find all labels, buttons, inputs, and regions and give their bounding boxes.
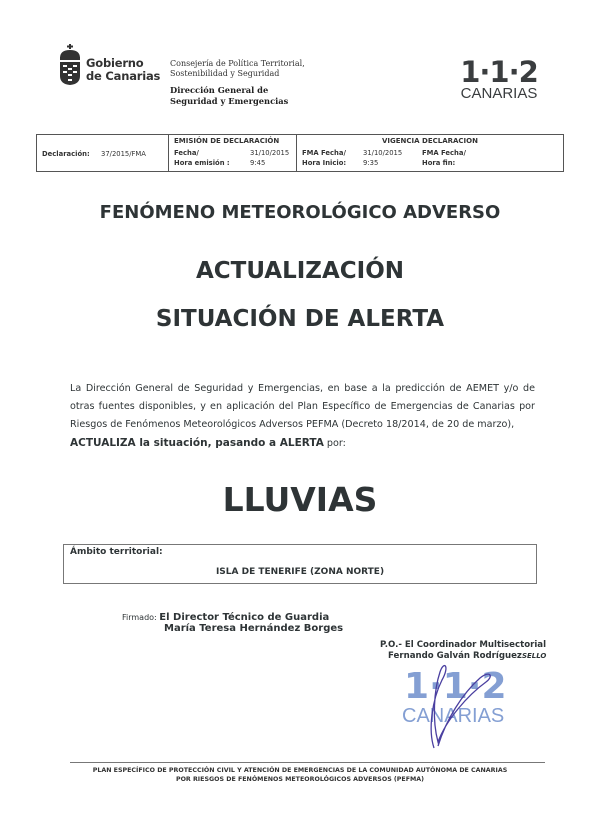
official-stamp bbox=[398, 660, 518, 750]
signature-block-2 bbox=[380, 640, 546, 662]
paragraph-text: La Dirección General de Seguridad y Emergencias, en base a la predicción de AEMET y/o de otras fuentes disponibles, y en aplicación del Plan Específico de Emergencias de Canarias por Riesgos de Fenómenos Meteorológicos Adversos PEFMA (Decreto 18/2014, de 20 de marzo), bbox=[70, 383, 535, 430]
signer2-name: Fernando Galván Rodríguez bbox=[388, 651, 522, 661]
phenomenon-title: LLUVIAS bbox=[222, 480, 378, 519]
coat-of-arms-icon bbox=[57, 44, 83, 86]
direccion-general bbox=[170, 85, 288, 107]
fma-fecha-fin-label: FMA Fecha/ bbox=[422, 149, 466, 157]
consejeria bbox=[170, 59, 305, 79]
signature-block-1 bbox=[122, 612, 343, 634]
ambito-territorial-box bbox=[63, 544, 537, 584]
declaration-table bbox=[36, 134, 564, 172]
emission-cell bbox=[169, 135, 297, 171]
emission-time: 9:45 bbox=[250, 159, 266, 167]
declaration-value: 37/2015/FMA bbox=[101, 150, 146, 158]
footer bbox=[50, 766, 550, 784]
government-name bbox=[86, 57, 160, 83]
stamp-number: 1·1·2 bbox=[404, 666, 507, 707]
ambito-label: Ámbito territorial: bbox=[70, 547, 163, 557]
vigencia-cell bbox=[297, 135, 563, 171]
alert-level: ALERTA bbox=[279, 437, 324, 449]
firmado-label: Firmado: bbox=[122, 613, 160, 622]
heading-update: ACTUALIZACIÓN bbox=[195, 258, 405, 284]
hora-inicio-label: Hora Inicio: bbox=[302, 159, 347, 167]
emission-title: EMISIÓN DE DECLARACIÓN bbox=[174, 137, 280, 145]
action-text: ACTUALIZA la situación, pasando a bbox=[70, 437, 280, 449]
hora-fin-label: Hora fin: bbox=[422, 159, 456, 167]
gov-name-line2: de Canarias bbox=[86, 69, 161, 83]
body-paragraph bbox=[70, 380, 535, 453]
consejeria-line1: Consejería de Política Territorial, bbox=[170, 59, 305, 68]
ambito-value: ISLA DE TENERIFE (ZONA NORTE) bbox=[215, 567, 385, 577]
stamp-sub: CANARIAS bbox=[402, 705, 505, 727]
gov-name-line1: Gobierno bbox=[86, 56, 144, 70]
action-tail: por: bbox=[323, 438, 346, 449]
logo-112-canarias bbox=[459, 55, 539, 102]
footer-divider bbox=[70, 762, 545, 763]
hora-emision-label: Hora emisión : bbox=[174, 159, 230, 167]
direccion-line1: Dirección General de bbox=[170, 85, 269, 95]
declaration-label: Declaración: bbox=[42, 150, 90, 158]
footer-line1: PLAN ESPECÍFICO DE PROTECCIÓN CIVIL Y ATENCIÓN DE EMERGENCIAS DE LA COMUNIDAD AUTÓNOMA DE CANARIAS bbox=[92, 767, 508, 774]
fecha-label: Fecha/ bbox=[174, 149, 199, 157]
direccion-line2: Seguridad y Emergencias bbox=[170, 96, 289, 106]
heading-alert-situation: SITUACIÓN DE ALERTA bbox=[155, 306, 445, 332]
declaration-cell bbox=[37, 135, 169, 171]
sello-label: SELLO bbox=[521, 652, 547, 660]
footer-line2: POR RIESGOS DE FENÓMENOS METEOROLÓGICOS ADVERSOS (PEFMA) bbox=[175, 776, 425, 783]
consejeria-line2: Sostenibilidad y Seguridad bbox=[170, 69, 280, 78]
heading-phenomenon-type: FENÓMENO METEOROLÓGICO ADVERSO bbox=[99, 202, 501, 223]
signer1-name: María Teresa Hernández Borges bbox=[164, 623, 344, 634]
logo-112-sub: CANARIAS bbox=[460, 85, 538, 102]
signer1-title: El Director Técnico de Guardia bbox=[159, 612, 330, 623]
signer2-title: P.O.- El Coordinador Multisectorial bbox=[380, 640, 547, 650]
start-date: 31/10/2015 bbox=[363, 149, 403, 157]
vigencia-title: VIGENCIA DECLARACION bbox=[382, 137, 478, 145]
logo-112-number: 1·1·2 bbox=[460, 55, 538, 89]
emission-date: 31/10/2015 bbox=[250, 149, 290, 157]
start-time: 9:35 bbox=[363, 159, 379, 167]
fma-fecha-label: FMA Fecha/ bbox=[302, 149, 346, 157]
